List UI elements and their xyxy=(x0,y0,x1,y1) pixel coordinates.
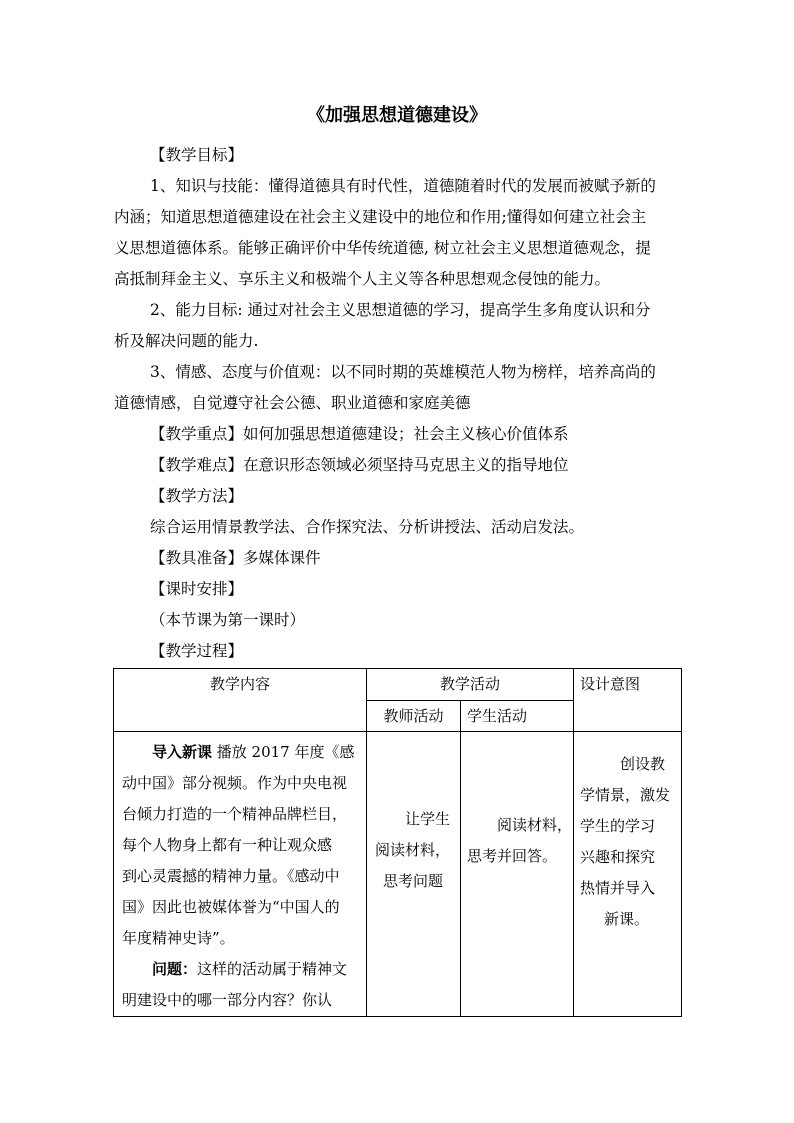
intent-line: 学情景，激发 xyxy=(580,786,671,804)
intro-label: 导入新课 xyxy=(152,743,213,761)
goal1-line: 1、知识与技能：懂得道德具有时代性，道德随着时代的发展而被赋予新的 xyxy=(150,177,656,195)
intent-cell xyxy=(574,732,682,1017)
question-line: 明建设中的哪一部分内容？你认 xyxy=(122,991,333,1009)
student-activity-cell xyxy=(461,732,574,1017)
methods-heading: 【教学方法】 xyxy=(150,487,244,505)
goal1-line: 义思想道德体系。能够正确评价中华传统道德, 树立社会主义思想道德观念，提 xyxy=(114,239,651,257)
content-cell xyxy=(114,732,367,1017)
question-line: 这样的活动属于精神文 xyxy=(197,960,348,978)
teaching-process-table xyxy=(113,668,682,1017)
student-line: 思考并回答。 xyxy=(467,847,558,865)
student-line: 阅读材料， xyxy=(497,816,573,834)
methods-text: 综合运用情景教学法、合作探究法、分析讲授法、活动启发法。 xyxy=(150,518,585,536)
goal1-line: 内涵；知道思想道德建设在社会主义建设中的地位和作用;懂得如何建立社会主 xyxy=(114,208,647,226)
goal3-line: 道德情感，自觉遵守社会公德、职业道德和家庭美德 xyxy=(114,394,471,412)
intent-line: 兴趣和探究 xyxy=(580,848,656,866)
intent-line: 学生的学习 xyxy=(580,817,656,835)
goal2-line: 2、能力目标: 通过对社会主义思想道德的学习，提高学生多角度认识和分 xyxy=(150,301,651,319)
content-line: 国》因此也被媒体誉为“中国人的 xyxy=(122,898,340,916)
intent-line: 热情并导入 xyxy=(580,879,656,897)
content-line: 播放 2017 年度《感 xyxy=(212,743,355,761)
content-line: 台倾力打造的一个精神品牌栏目， xyxy=(122,805,348,823)
goal3-line: 3、情感、态度与价值观：以不同时期的英雄模范人物为榜样，培养高尚的 xyxy=(150,363,656,381)
header-intent: 设计意图 xyxy=(574,669,682,732)
teacher-line: 阅读材料， xyxy=(375,840,451,859)
intent-line: 创设教 xyxy=(620,755,666,773)
header-teacher: 教师活动 xyxy=(367,701,461,732)
header-activity: 教学活动 xyxy=(367,669,574,701)
equipment: 【教具准备】多媒体课件 xyxy=(150,549,321,567)
key-points: 【教学重点】如何加强思想道德建设；社会主义核心价值体系 xyxy=(150,425,569,443)
header-student: 学生活动 xyxy=(461,701,574,732)
teacher-activity-cell xyxy=(367,732,461,1017)
content-line: 年度精神史诗”。 xyxy=(122,929,235,947)
teacher-line: 让学生 xyxy=(405,809,451,828)
difficult-points: 【教学难点】在意识形态领域必须坚持马克思主义的指导地位 xyxy=(150,456,569,474)
content-line: 动中国》部分视频。作为中央电视 xyxy=(122,774,348,792)
question-label: 问题： xyxy=(152,960,198,978)
content-line: 到心灵震撼的精神力量。《感动中 xyxy=(122,867,340,885)
teacher-line: 思考问题 xyxy=(383,871,444,890)
goal2-line: 析及解决问题的能力. xyxy=(114,332,259,350)
goals-heading: 【教学目标】 xyxy=(150,146,244,164)
process-heading: 【教学过程】 xyxy=(150,642,244,660)
intent-line: 新课。 xyxy=(604,910,650,928)
page-title: 《加强思想道德建设》 xyxy=(307,105,487,126)
schedule-text: （本节课为第一课时） xyxy=(150,611,306,629)
header-content: 教学内容 xyxy=(114,669,367,732)
schedule-heading: 【课时安排】 xyxy=(150,580,244,598)
goal1-line: 高抵制拜金主义、享乐主义和极端个人主义等各种思想观念侵蚀的能力。 xyxy=(114,270,611,288)
content-line: 每个人物身上都有一种让观众感 xyxy=(122,836,333,854)
